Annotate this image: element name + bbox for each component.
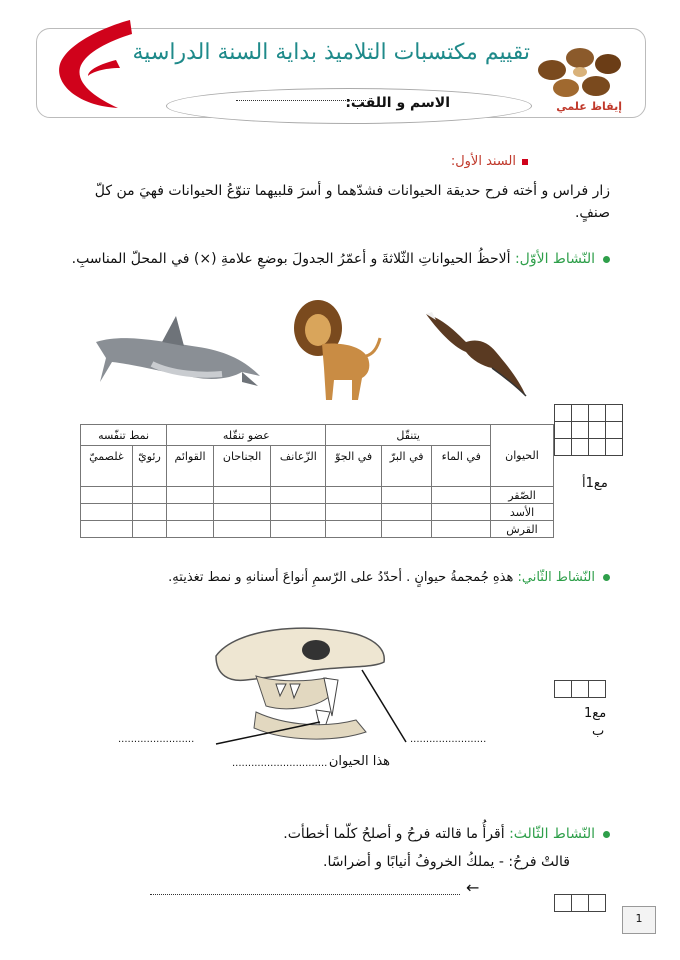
table-cell[interactable] bbox=[271, 504, 326, 521]
table-cell[interactable] bbox=[167, 487, 214, 504]
organ-legs: القوائم bbox=[167, 446, 214, 487]
table-cell[interactable] bbox=[271, 487, 326, 504]
activity3-text: أقرأُ ما قالته فرحُ و أصلحُ كلّما أخطأت. bbox=[283, 826, 505, 842]
table-cell[interactable] bbox=[381, 487, 432, 504]
table-cell[interactable] bbox=[326, 504, 382, 521]
criterion-1b-sub: ب bbox=[592, 724, 605, 739]
table-cell[interactable] bbox=[432, 487, 491, 504]
table-row bbox=[81, 487, 554, 504]
activity1-label: النّشاط الأوّل: bbox=[514, 251, 595, 267]
table-cell[interactable] bbox=[432, 521, 491, 538]
correction-field[interactable] bbox=[150, 888, 460, 895]
bullet-dot-icon bbox=[603, 256, 610, 263]
table-cell[interactable] bbox=[167, 521, 214, 538]
table-cell[interactable] bbox=[81, 521, 133, 538]
quote-text: قالتْ فرحُ: - يملكُ الخروفُ أنيابًا و أضراسًا. bbox=[323, 854, 570, 870]
criterion-1a-label: مع1أ bbox=[582, 476, 608, 491]
activity3-label: النّشاط الثّالث: bbox=[509, 826, 595, 842]
organ-wings: الجناحان bbox=[213, 446, 270, 487]
move-land: في البرّ bbox=[381, 446, 432, 487]
move-water: في الماء bbox=[432, 446, 491, 487]
score-grid-3 bbox=[554, 894, 606, 912]
activity3-instruction bbox=[70, 826, 610, 842]
score-grid-1a bbox=[554, 404, 623, 456]
activity1-instruction bbox=[70, 248, 610, 270]
group-organ-header: عضو تنقّله bbox=[167, 425, 326, 446]
pointer-lines bbox=[210, 660, 420, 750]
shark-image bbox=[92, 312, 264, 392]
table-cell[interactable] bbox=[326, 521, 382, 538]
bullet-dot-icon bbox=[603, 574, 610, 581]
subject-label: إيقاظ علمي bbox=[556, 100, 622, 113]
answer-field-right[interactable]: ........................ bbox=[410, 734, 487, 745]
breath-lung: رئويّ bbox=[132, 446, 166, 487]
table-cell[interactable] bbox=[81, 504, 133, 521]
organ-fins: الزّعانف bbox=[271, 446, 326, 487]
table-cell[interactable] bbox=[132, 504, 166, 521]
support-text: زار فراس و أخته فرح حديقة الحيوانات فشدّهما و أسرَ قلبيهما تنوّعُ الحيوانات فهيَ من كلّ صنفٍ. bbox=[94, 183, 610, 221]
table-cell[interactable] bbox=[381, 521, 432, 538]
table-cell[interactable] bbox=[271, 521, 326, 538]
logo-swoosh bbox=[48, 12, 138, 112]
arrow-icon: ← bbox=[466, 878, 480, 897]
group-move-header: يتنقّل bbox=[326, 425, 491, 446]
move-air: في الجوّ bbox=[326, 446, 382, 487]
table-row bbox=[81, 521, 554, 538]
page-title: تقييم مكتسبات التلاميذ بداية السنة الدراسية bbox=[132, 40, 530, 65]
activity2-text: هذهِ جُمجمةُ حيوانٍ . أحدّدُ على الرّسمِ أنواعَ أسنانهِ و نمط تغذيتهِ. bbox=[168, 570, 514, 585]
table-cell[interactable] bbox=[213, 487, 270, 504]
table-cell[interactable] bbox=[326, 487, 382, 504]
activity1-text: ألاحظُ الحيواناتِ الثّلاثةَ و أعمّرُ الجدولَ بوضعِ علامةِ (×) في المحلّ المناسبِ. bbox=[71, 251, 511, 267]
animals-table bbox=[80, 424, 554, 538]
row-label: القرش bbox=[491, 521, 554, 538]
activity2-instruction bbox=[70, 570, 610, 585]
breath-gill: غلصميّ bbox=[81, 446, 133, 487]
table-cell[interactable] bbox=[132, 487, 166, 504]
name-label: الاسم و اللقب: bbox=[345, 95, 450, 111]
score-grid-1b bbox=[554, 680, 606, 698]
table-cell[interactable] bbox=[213, 504, 270, 521]
page-number: 1 bbox=[622, 906, 656, 934]
animal-answer-field[interactable]: .............................. bbox=[232, 758, 328, 769]
row-label: الصّقر bbox=[491, 487, 554, 504]
group-breath-header: نمط تنفّسه bbox=[81, 425, 167, 446]
table-cell[interactable] bbox=[167, 504, 214, 521]
row-label: الأسد bbox=[491, 504, 554, 521]
bullet-square-icon bbox=[522, 159, 528, 165]
animal-label: هذا الحيوان bbox=[328, 754, 390, 769]
lion-image bbox=[292, 298, 382, 404]
activity2-label: النّشاط الثّاني: bbox=[517, 570, 595, 585]
support-title: السند الأول: bbox=[451, 154, 528, 169]
bullet-dot-icon bbox=[603, 831, 610, 838]
col-animal-header: الحيوان bbox=[491, 425, 554, 487]
table-cell[interactable] bbox=[381, 504, 432, 521]
criterion-1b-label: مع1 bbox=[584, 706, 607, 721]
table-cell[interactable] bbox=[132, 521, 166, 538]
answer-field-left[interactable]: ........................ bbox=[118, 734, 195, 745]
table-cell[interactable] bbox=[81, 487, 133, 504]
name-field[interactable] bbox=[236, 100, 366, 101]
table-cell[interactable] bbox=[213, 521, 270, 538]
table-cell[interactable] bbox=[432, 504, 491, 521]
table-row bbox=[81, 504, 554, 521]
eagle-image bbox=[422, 308, 530, 400]
